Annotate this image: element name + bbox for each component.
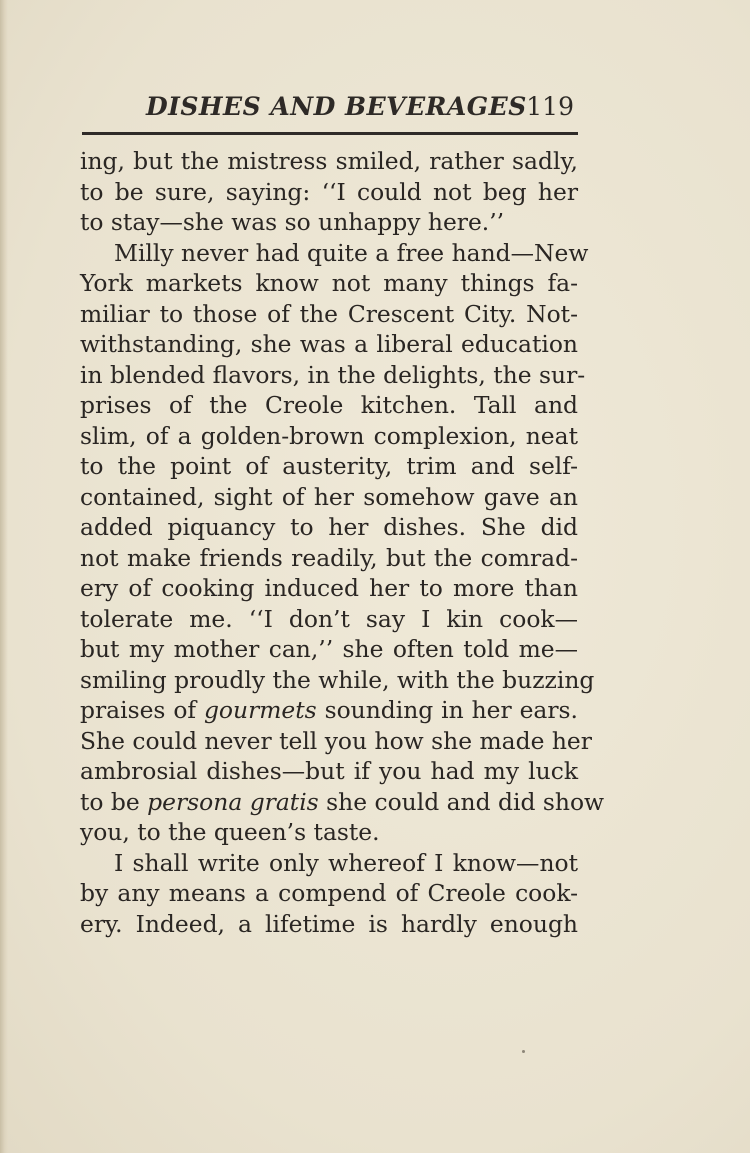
text-line: smiling proudly the while, with the buzzing (80, 665, 595, 694)
text-line: contained, sight of her somehow gave an (80, 482, 578, 511)
text-segment: sounding in her ears. (324, 696, 578, 724)
text-segment: to be (80, 787, 140, 816)
page-number: 119 (526, 92, 574, 121)
text-line: but my mother can,’’ she often told me— (80, 635, 578, 663)
text-line: ing, but the mistress smiled, rather sadly, (80, 147, 578, 175)
text-segment: she could and did show (326, 787, 605, 816)
text-line: added piquancy to her dishes. She did (80, 513, 578, 541)
text-line: miliar to those of the Crescent City. Not- (80, 299, 578, 328)
page-binding-edge (0, 0, 8, 1153)
text-segment: praises of (80, 696, 197, 724)
text-line: ambrosial dishes—but if you had my luck (80, 757, 578, 785)
running-head (82, 92, 576, 126)
text-line: by any means a compend of Creole cook- (80, 879, 578, 907)
text-line (80, 787, 605, 818)
header-rule (82, 132, 578, 135)
text-line: ery. Indeed, a lifetime is hardly enough (80, 909, 578, 938)
body-text (80, 146, 605, 939)
paper-speck (522, 1050, 525, 1053)
text-line: She could never tell you how she made her (80, 726, 592, 755)
text-line: ery of cooking induced her to more than (80, 574, 578, 602)
text-line: in blended flavors, in the delights, the sur- (80, 360, 586, 389)
text-line: Milly never had quite a free hand—New (114, 238, 589, 267)
text-line: York markets know not many things fa- (80, 269, 578, 297)
text-line: withstanding, she was a liberal education (80, 330, 578, 358)
text-line (80, 695, 578, 726)
text-line: I shall write only whereof I know—not (114, 848, 578, 877)
text-line: not make friends readily, but the comrad- (80, 543, 578, 572)
text-line: you, to the queen’s taste. (80, 818, 380, 846)
text-line: tolerate me. ‘‘I don’t say I kin cook— (80, 604, 578, 633)
text-line: slim, of a golden-brown complexion, neat (80, 421, 578, 450)
running-head-title: DISHES AND BEVERAGES (146, 92, 527, 121)
text-line: to stay—she was so unhappy here.’’ (80, 208, 505, 236)
italic-term-gourmets: gourmets (203, 696, 317, 724)
text-line: to the point of austerity, trim and self- (80, 452, 578, 480)
text-line: to be sure, saying: ‘‘I could not beg her (80, 177, 578, 206)
italic-term-persona-gratis: persona gratis (147, 787, 319, 816)
text-line: prises of the Creole kitchen. Tall and (80, 391, 578, 419)
